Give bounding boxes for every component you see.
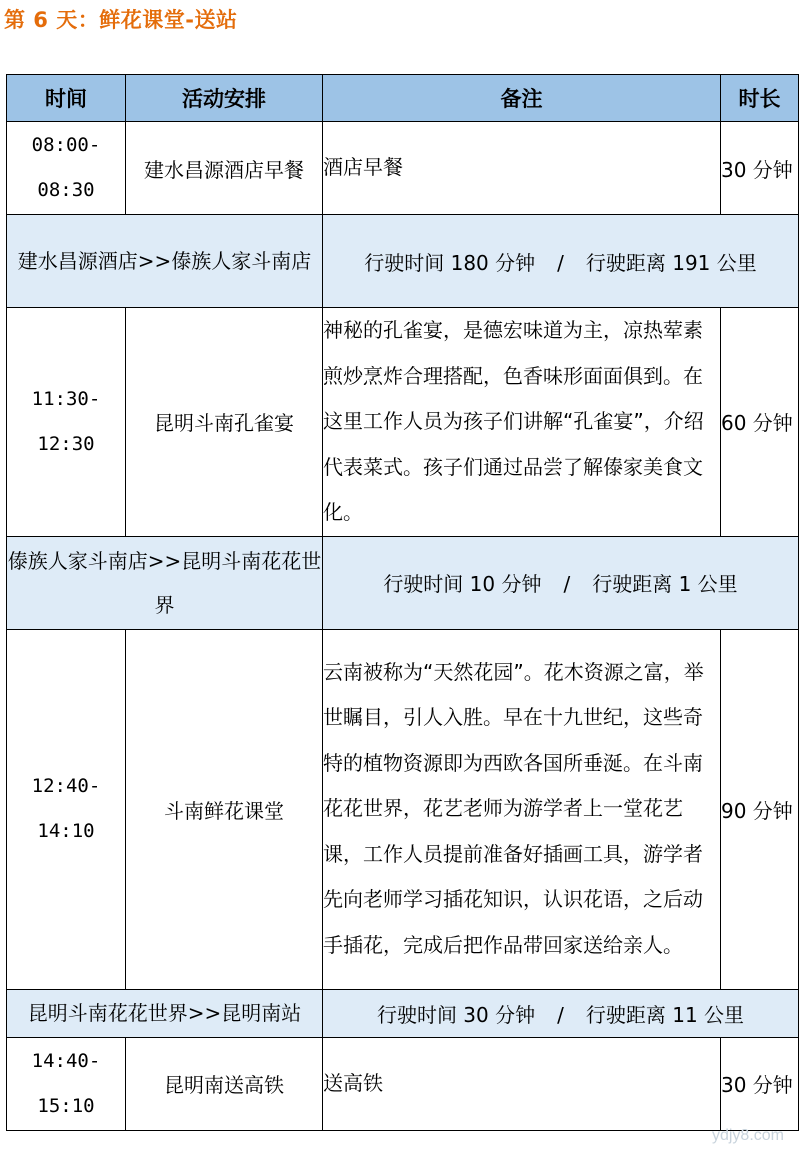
route-cell: 建水昌源酒店>>傣族人家斗南店 — [7, 215, 323, 308]
table-header-row — [7, 75, 799, 122]
duration-cell: 30 分钟 — [721, 1037, 799, 1130]
day-title: 第 6 天：鲜花课堂-送站 — [4, 8, 238, 32]
duration-cell: 30 分钟 — [721, 122, 799, 215]
time-cell — [7, 122, 126, 215]
duration-cell: 60 分钟 — [721, 308, 799, 537]
header-activity: 活动安排 — [126, 75, 323, 122]
activity-cell: 斗南鲜花课堂 — [126, 629, 323, 989]
route-cell: 傣族人家斗南店>>昆明斗南花花世界 — [7, 536, 323, 629]
separator: / — [563, 572, 571, 596]
time-end: 15:10 — [37, 1094, 95, 1117]
activity-cell: 昆明南送高铁 — [126, 1037, 323, 1130]
time-start: 14:40- — [31, 1049, 101, 1072]
duration-cell: 90 分钟 — [721, 629, 799, 989]
activity-cell: 昆明斗南孔雀宴 — [126, 308, 323, 537]
transit-row — [7, 215, 799, 308]
time-cell — [7, 1037, 126, 1130]
separator: / — [557, 250, 564, 275]
time-end: 12:30 — [37, 432, 95, 455]
time-start: 12:40- — [31, 775, 101, 797]
time-cell — [7, 308, 126, 537]
note-cell: 神秘的孔雀宴，是德宏味道为主，凉热荤素煎炒烹炸合理搭配，色香味形面面俱到。在这里工作人员为孩子们讲解“孔雀宴”，介绍代表菜式。孩子们通过品尝了解傣家美食文化。 — [323, 308, 721, 537]
time-start: 11:30- — [31, 387, 101, 410]
time-cell — [7, 629, 126, 989]
drive-distance: 行驶距离 1 公里 — [592, 572, 738, 596]
drive-time: 行驶时间 180 分钟 — [364, 250, 536, 275]
table-row — [7, 308, 799, 537]
table-row — [7, 1037, 799, 1130]
drive-info-cell — [323, 215, 799, 308]
table-row — [7, 629, 799, 989]
note-cell: 送高铁 — [323, 1037, 721, 1130]
itinerary-table — [6, 74, 799, 1131]
separator: / — [557, 1002, 564, 1027]
time-start: 08:00- — [31, 134, 101, 156]
drive-time: 行驶时间 10 分钟 — [383, 572, 542, 596]
route-cell: 昆明斗南花花世界>>昆明南站 — [7, 989, 323, 1037]
note-cell: 酒店早餐 — [323, 122, 721, 215]
drive-distance: 行驶距离 191 公里 — [585, 250, 757, 275]
transit-row — [7, 536, 799, 629]
table-row — [7, 122, 799, 215]
transit-row — [7, 989, 799, 1037]
drive-info-cell — [323, 989, 799, 1037]
drive-distance: 行驶距离 11 公里 — [585, 1002, 745, 1027]
note-cell: 云南被称为“天然花园”。花木资源之富，举世瞩目，引人入胜。早在十九世纪，这些奇特的植物资源即为西欧各国所垂涎。在斗南花花世界，花艺老师为游学者上一堂花艺课，工作人员提前准备好插画工具，游学者先向老师学习插花知识，认识花语，之后动手插花，完成后把作品带回家送给亲人。 — [323, 629, 721, 989]
time-end: 08:30 — [37, 179, 95, 201]
drive-time: 行驶时间 30 分钟 — [376, 1002, 536, 1027]
activity-cell: 建水昌源酒店早餐 — [126, 122, 323, 215]
drive-info-cell — [323, 536, 799, 629]
time-end: 14:10 — [37, 820, 95, 842]
header-time: 时间 — [7, 75, 126, 122]
header-note: 备注 — [323, 75, 721, 122]
header-duration: 时长 — [721, 75, 799, 122]
watermark: ydjy8.com — [711, 1127, 784, 1144]
